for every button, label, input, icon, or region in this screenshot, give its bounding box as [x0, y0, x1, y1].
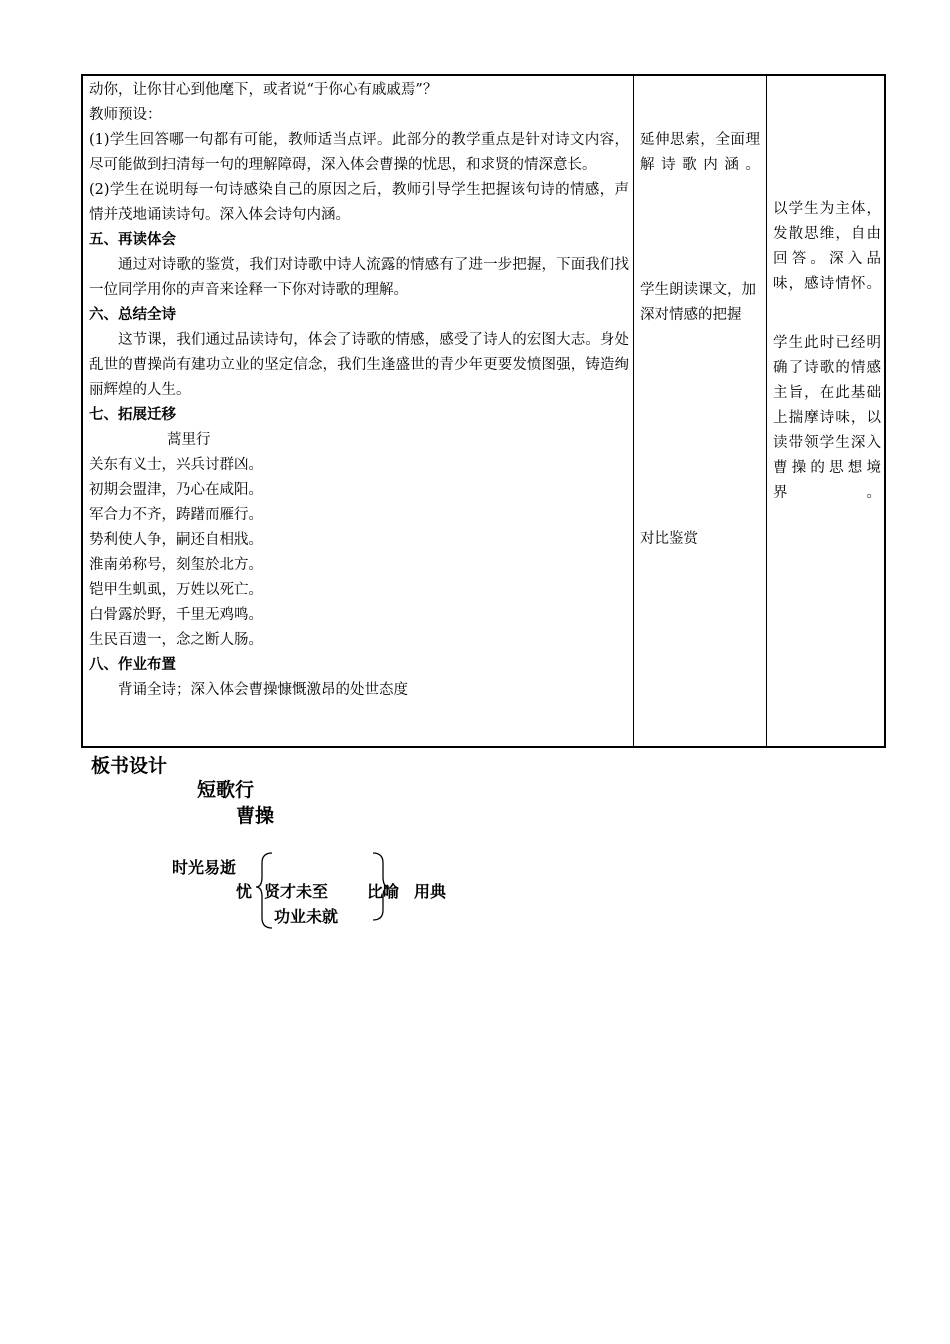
content-line: 动你，让你甘心到他麾下，或者说“于你心有戚戚焉”？	[89, 82, 438, 98]
poem-line: 铠甲生虮虱，万姓以死亡。	[89, 582, 263, 598]
content-paragraph: (2)学生在说明每一句诗感染自己的原因之后，教师引导学生把握该句诗的情感，声情并茂地诵读诗句。深入体会诗句内涵。	[89, 182, 629, 223]
student-activity-note: 对比鉴赏	[640, 531, 698, 547]
poem-line: 势利使人争，嗣还自相戕。	[89, 532, 263, 548]
content-line: 背诵全诗；深入体会曹操慷慨激昂的处世态度	[118, 682, 408, 698]
poem-line: 淮南弟称号，刻玺於北方。	[89, 557, 263, 573]
content-paragraph: 这节课，我们通过品读诗句，体会了诗歌的情感，感受了诗人的宏图大志。身处乱世的曹操尚有建功立业的坚定信念，我们生逢盛世的青少年更要发愤图强，铸造绚丽辉煌的人生。	[89, 332, 629, 398]
board-word: 时光易逝	[172, 858, 237, 877]
poem-line: 关东有义士，兴兵讨群凶。	[89, 457, 263, 473]
right-brace-icon	[373, 853, 389, 920]
board-word: 贤才未至	[264, 882, 329, 901]
student-activity-note: 学生朗读课文，加深对情感的把握	[640, 282, 756, 323]
poem-line: 初期会盟津，乃心在咸阳。	[89, 482, 263, 498]
poem-title: 蒿里行	[167, 432, 211, 448]
content-paragraph: 通过对诗歌的鉴赏，我们对诗歌中诗人流露的情感有了进一步把握，下面我们找一位同学用你的声音来诠释一下你对诗歌的理解。	[89, 257, 629, 298]
poem-line: 生民百遗一，念之断人肠。	[89, 632, 263, 648]
content-line: 教师预设：	[89, 107, 162, 123]
board-word: 功业未就	[274, 907, 339, 926]
section-heading: 六、总结全诗	[89, 307, 176, 323]
section-heading: 八、作业布置	[89, 657, 176, 673]
poem-title-board: 短歌行	[197, 779, 255, 801]
board-design-heading: 板书设计	[91, 755, 168, 777]
poem-line: 白骨露於野，千里无鸡鸣。	[89, 607, 263, 623]
board-word: 忧	[236, 882, 253, 901]
section-heading: 七、拓展迁移	[89, 407, 176, 423]
poem-line: 军合力不齐，踌躇而雁行。	[89, 507, 263, 523]
board-word: 用典	[414, 882, 447, 901]
design-intent-note: 学生此时已经明确了诗歌的情感主旨，在此基础上揣摩诗味，以读带领学生深入曹操的思想境界。	[773, 335, 881, 501]
content-paragraph: (1)学生回答哪一句都有可能，教师适当点评。此部分的教学重点是针对诗文内容，尽可能做到扫清每一句的理解障碍，深入体会曹操的忧思，和求贤的情深意长。	[89, 132, 629, 173]
design-intent-note: 以学生为主体，发散思维，自由回答。深入品味，感诗情怀。	[773, 201, 881, 292]
student-activity-note: 延伸思索，全面理解诗歌内涵。	[640, 132, 760, 173]
author-board: 曹操	[236, 805, 275, 827]
board-word: 比喻	[367, 882, 400, 901]
section-heading: 五、再读体会	[89, 232, 176, 248]
left-brace-icon	[256, 853, 272, 928]
